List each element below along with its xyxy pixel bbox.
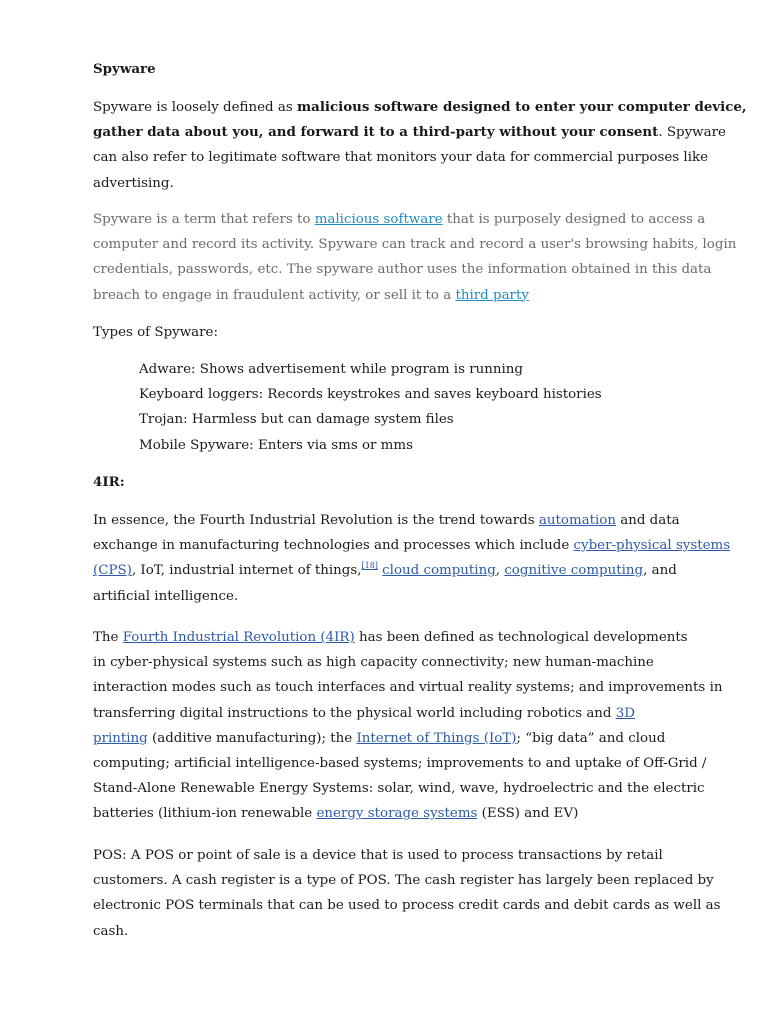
paragraph-line: computer and record its activity. Spyware can track and record a user's browsing habits, login [93,237,737,253]
text-run: and data [615,513,680,528]
text-run: that is purposely designed to access a [442,212,706,227]
paragraph-line: customers. A cash register is a type of POS. The cash register has largely been replaced by [93,873,714,889]
paragraph-line [93,625,688,650]
text-run: breach to engage in fraudulent activity, or sell it to a [93,287,456,303]
paragraph-line [93,726,688,751]
text-run: Spyware is a term that refers to [93,212,315,227]
text-run: The [93,630,123,645]
paragraph-line [93,508,688,533]
list-item: Trojan: Harmless but can damage system files [139,412,454,428]
paragraph-line [93,701,688,726]
malicious-software-link[interactable]: malicious software [314,212,443,227]
text-run: batteries (lithium-ion renewable [93,806,317,822]
paragraph-line: advertising. [93,175,174,191]
text-run: transferring digital instructions to the physical world including robotics and [93,705,616,721]
bold-text-run: malicious software designed to enter your computer device, [296,99,747,115]
paragraph-line: can also refer to legitimate software that monitors your data for commercial purposes like [93,150,709,166]
bold-text-run: gather data about you, and forward it to a third-party without your consent [93,124,659,141]
paragraph-line: POS: A POS or point of sale is a device that is used to process transactions by retail [93,848,663,863]
text-run: , [495,563,505,579]
cyber-physical-systems-link[interactable]: cyber-physical systems [573,538,731,554]
internet-of-things-link[interactable]: Internet of Things (IoT) [356,730,517,746]
fourir-essence-paragraph [93,508,731,609]
energy-storage-systems-link[interactable]: energy storage systems [316,806,478,822]
text-run: (additive manufacturing); the [147,730,357,746]
automation-link[interactable]: automation [538,513,616,528]
3d-printing-link-continued[interactable]: printing [93,730,148,746]
paragraph-line [93,558,688,583]
spyware-term-paragraph [93,207,737,308]
list-item: Adware: Shows advertisement while program is running [139,362,523,377]
list-item: Keyboard loggers: Records keystrokes and saves keyboard histories [139,387,602,403]
text-run: , IoT, industrial internet of things, [131,563,362,579]
text-run: In essence, the Fourth Industrial Revolution is the trend towards [93,513,539,528]
paragraph-line: computing; artificial intelligence-based systems; improvements to and uptake of Off-Grid / [93,755,707,771]
cps-link[interactable]: (CPS) [93,563,132,579]
text-run: ; “big data” and cloud [516,730,666,746]
spyware-types-list [93,357,734,458]
pos-paragraph [93,843,721,944]
spyware-definition-paragraph [93,95,747,196]
third-party-link[interactable]: third party [455,287,529,303]
paragraph-line: interaction modes such as touch interfaces and virtual reality systems; and improvements in [93,680,723,696]
text-run: exchange in manufacturing technologies and processes which include [93,538,574,554]
spyware-heading [93,57,688,82]
paragraph-line [93,120,726,145]
cloud-computing-link[interactable]: cloud computing [382,563,496,579]
paragraph-line: credentials, passwords, etc. The spyware author uses the information obtained in this data [93,262,712,278]
fourth-industrial-revolution-link[interactable]: Fourth Industrial Revolution (4IR) [122,630,355,645]
text-run: Spyware is loosely defined as [93,100,297,115]
paragraph-line [93,95,747,120]
fourir-heading [93,470,688,495]
list-item: Mobile Spyware: Enters via sms or mms [139,437,413,453]
paragraph-line [93,533,731,558]
fourir-definition-paragraph [93,625,723,827]
types-heading [93,320,688,345]
paragraph-line [93,801,688,826]
paragraph-line [93,283,688,308]
text-run: , and [643,563,677,579]
paragraph-line: Stand-Alone Renewable Energy Systems: solar, wind, wave, hydroelectric and the electric [93,781,705,797]
paragraph-line: in cyber-physical systems such as high capacity connectivity; new human-machine [93,655,654,671]
3d-printing-link[interactable]: 3D [615,705,636,721]
text-run: . Spyware [658,125,726,141]
types-heading-text: Types of Spyware: [93,325,218,340]
paragraph-line: artificial intelligence. [93,588,239,604]
fourir-title: 4IR: [93,474,125,490]
text-run: (ESS) and EV) [477,806,579,822]
paragraph-line: electronic POS terminals that can be used to process credit cards and debit cards as well as [93,898,721,914]
citation-18-link[interactable]: [18] [361,561,378,571]
text-run: has been defined as technological developments [354,630,688,645]
paragraph-line [93,207,706,232]
cognitive-computing-link[interactable]: cognitive computing [504,563,644,579]
paragraph-line: cash. [93,923,129,939]
spyware-title: Spyware [93,61,156,77]
